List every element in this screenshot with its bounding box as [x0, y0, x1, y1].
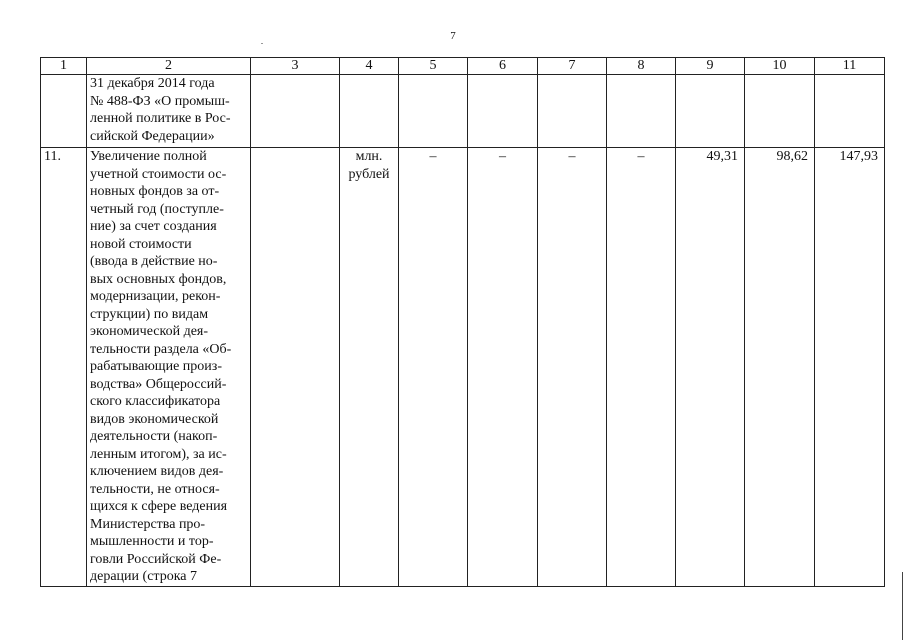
value-cell-col5: – [399, 148, 468, 587]
description-line: четный год (поступле- [90, 201, 224, 217]
unit-line: млн. [355, 149, 383, 164]
value-cell-col7: – [538, 148, 607, 587]
table-row-continued [41, 75, 885, 148]
description-line: (ввода в действие но- [90, 254, 218, 269]
table-header-row [41, 58, 885, 75]
description-line: ключением видов дея- [90, 464, 224, 479]
scan-edge-mark [902, 572, 903, 640]
description-line: новных фондов за от- [90, 184, 220, 199]
column-header: 9 [676, 58, 745, 75]
description-line: говли Российской Фе- [90, 551, 222, 567]
column-header: 10 [745, 58, 815, 75]
value-cell-col6: – [468, 148, 538, 587]
description-line: 31 декабря 2014 года [90, 76, 215, 91]
indicators-table [40, 57, 885, 587]
empty-cell [538, 75, 607, 148]
description-line: Увеличение полной [90, 149, 207, 164]
description-line: Министерства про- [90, 516, 206, 532]
description-line: тельности раздела «Об- [90, 341, 232, 357]
column-header: 3 [251, 58, 340, 75]
unit-line: рублей [348, 166, 390, 182]
description-line: видов экономической [90, 411, 219, 427]
description-cell [87, 75, 251, 148]
column-header: 8 [607, 58, 676, 75]
description-line: мышленности и тор- [90, 534, 214, 549]
description-line: деятельности (накоп- [90, 429, 218, 444]
description-line: тельности, не относя- [90, 481, 220, 497]
empty-cell [815, 75, 885, 148]
empty-cell [251, 75, 340, 148]
empty-cell [745, 75, 815, 148]
description-line: щихся к сфере ведения [90, 499, 228, 514]
empty-cell [340, 75, 399, 148]
description-line: учетной стоимости ос- [90, 166, 227, 182]
column-header: 1 [41, 58, 87, 75]
row-number-cell: 11. [41, 148, 87, 587]
description-line: новой стоимости [90, 236, 192, 252]
empty-cell [468, 75, 538, 148]
table-row-11 [41, 148, 885, 587]
value-cell-col10: 98,62 [745, 148, 815, 587]
description-cell [87, 148, 251, 587]
empty-cell [607, 75, 676, 148]
description-line: ского классификатора [90, 394, 221, 409]
unit-cell [340, 148, 399, 587]
description-line: сийской Федерации» [90, 128, 215, 144]
column-header: 2 [87, 58, 251, 75]
column-header: 11 [815, 58, 885, 75]
value-cell-col8: – [607, 148, 676, 587]
description-line: № 488-ФЗ «О промыш- [90, 93, 230, 109]
description-line: дерации (строка 7 [90, 569, 197, 584]
column-header: 6 [468, 58, 538, 75]
empty-cell [399, 75, 468, 148]
column-header: 7 [538, 58, 607, 75]
empty-cell [676, 75, 745, 148]
empty-cell [251, 148, 340, 587]
description-line: водства» Общероссий- [90, 376, 227, 392]
description-line: экономической дея- [90, 324, 209, 339]
scan-speck [261, 43, 263, 44]
description-line: ленным итогом), за ис- [90, 446, 227, 462]
description-line: модернизации, рекон- [90, 289, 221, 304]
description-line: рабатывающие произ- [90, 359, 222, 374]
column-header: 5 [399, 58, 468, 75]
description-line: струкции) по видам [90, 306, 209, 322]
value-cell-col9: 49,31 [676, 148, 745, 587]
row-number-cell [41, 75, 87, 148]
page-number: 7 [450, 30, 456, 42]
column-header: 4 [340, 58, 399, 75]
description-line: ние) за счет создания [90, 219, 217, 234]
description-line: ленной политике в Рос- [90, 111, 231, 126]
description-line: вых основных фондов, [90, 271, 227, 287]
value-cell-col11: 147,93 [815, 148, 885, 587]
